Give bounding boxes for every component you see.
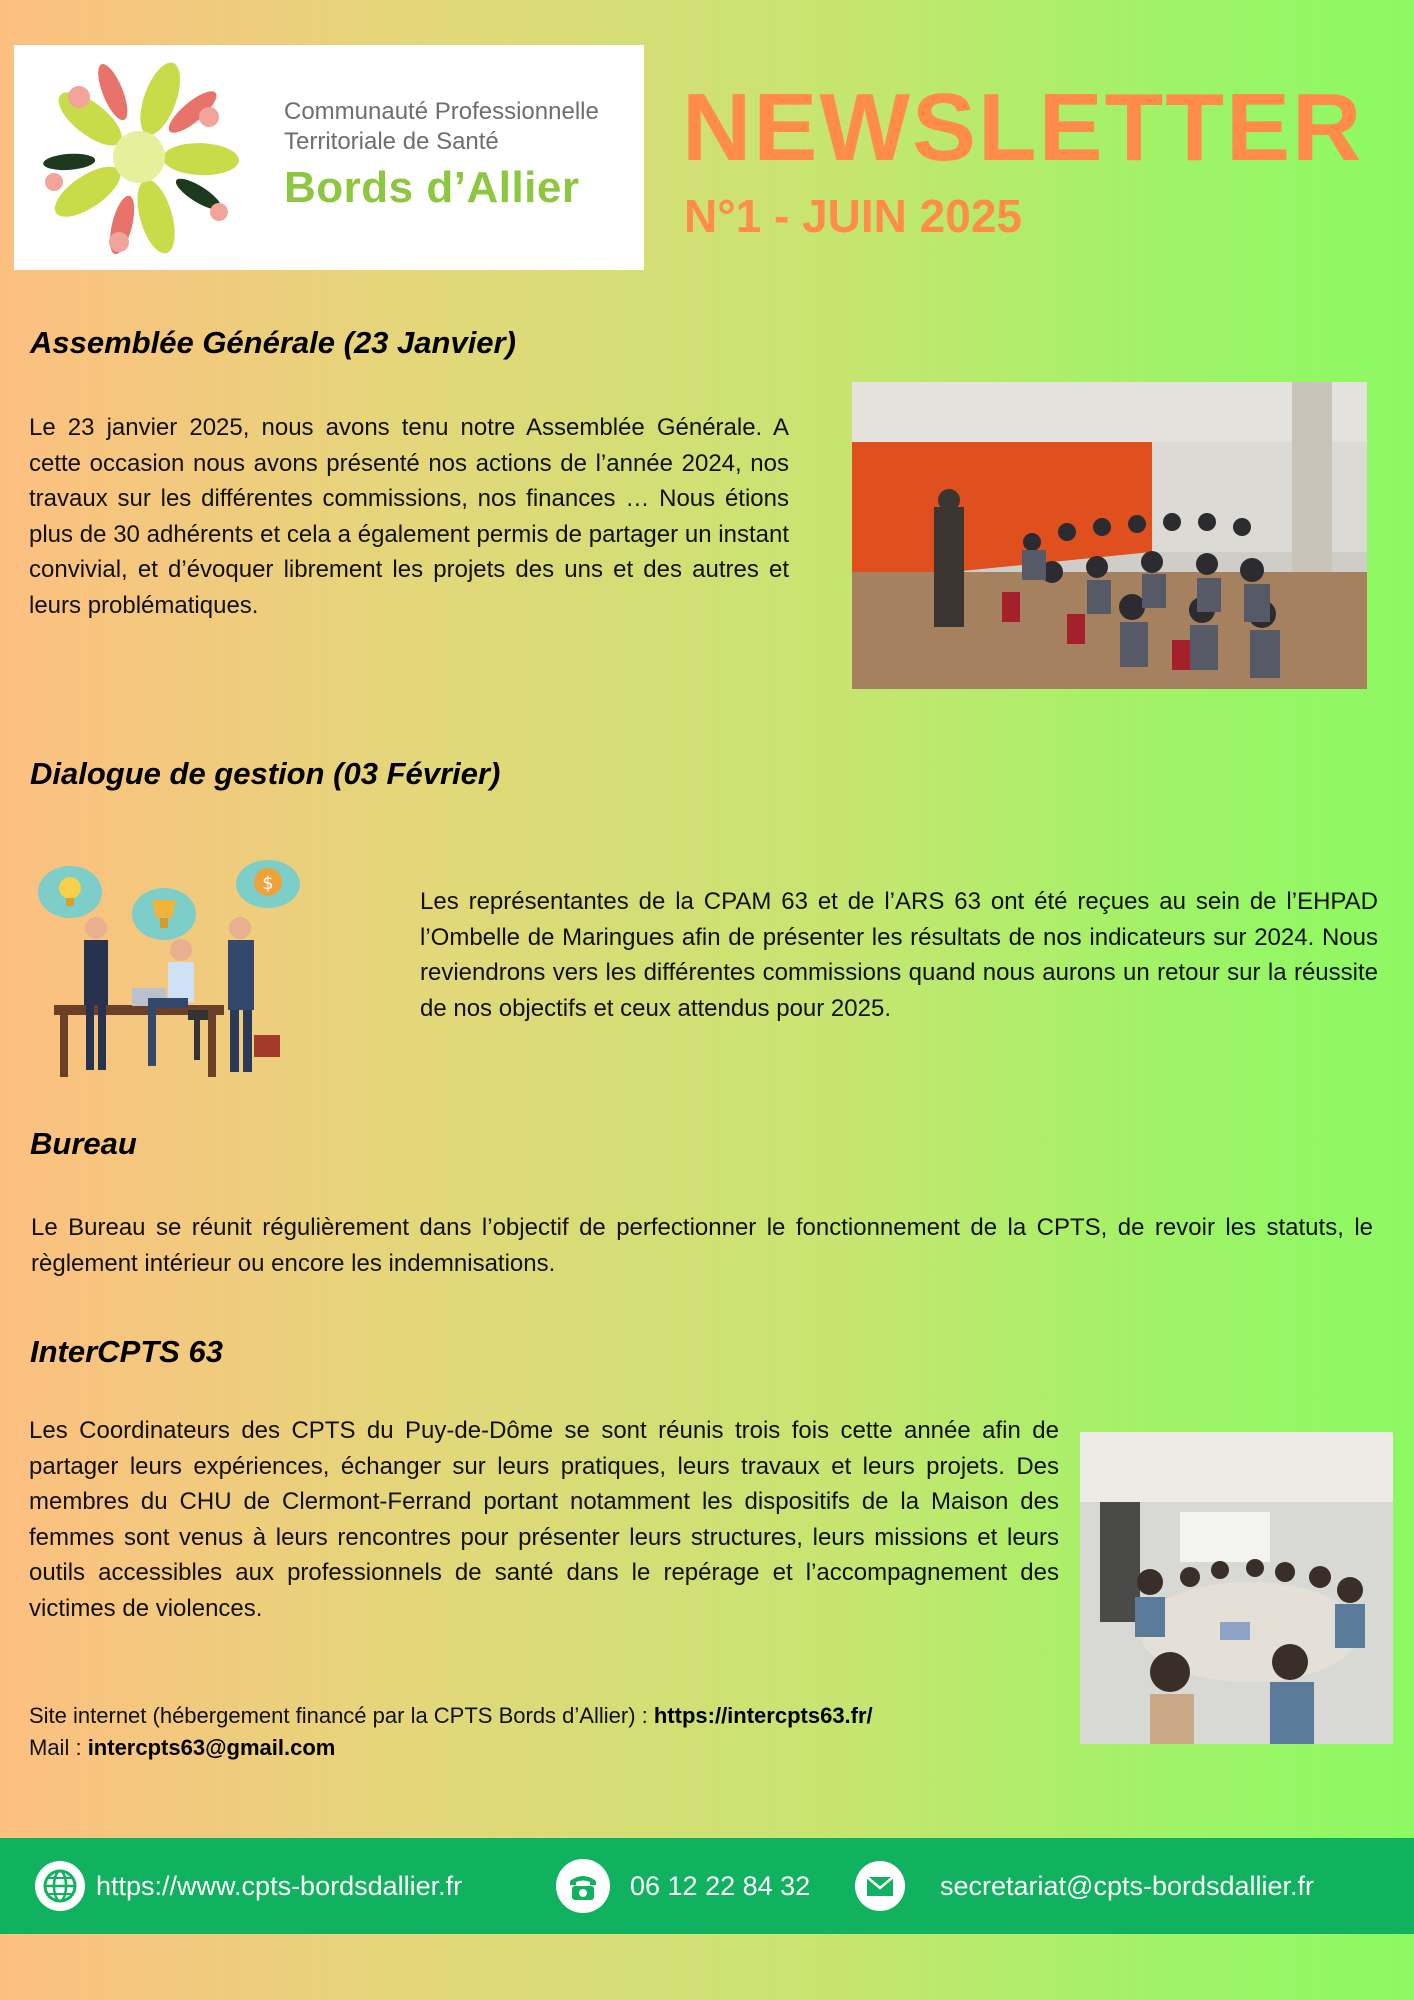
intercpts-site-link[interactable]: https://intercpts63.fr/	[653, 1703, 873, 1728]
dollar-coin-icon	[236, 860, 300, 908]
mail-icon	[855, 1861, 905, 1911]
newsletter-title: NEWSLETTER	[682, 74, 1364, 181]
org-name: Bords d’Allier	[284, 163, 580, 212]
footer-website[interactable]: https://www.cpts-bordsdallier.fr	[96, 1871, 463, 1901]
phone-icon	[556, 1859, 610, 1913]
section-title-ag: Assemblée Générale (23 Janvier)	[30, 325, 516, 360]
site-label: Site internet (hébergement financé par la CPTS Bords d’Allier) :	[29, 1703, 654, 1728]
section-title-bureau: Bureau	[30, 1126, 137, 1161]
footer-email[interactable]: secretariat@cpts-bordsdallier.fr	[940, 1871, 1315, 1901]
logo-panel	[14, 45, 644, 270]
section-text-dialogue: Les représentantes de la CPAM 63 et de l’ARS 63 ont été reçues au sein de l’EHPAD l’Ombelle de Maringues afin de présenter les résultats de nos indicateurs sur 2024. Nous reviendrons vers les différentes commissions quand nous aurons un retour sur la réussite de nos objectifs et ceux attendus pour 2025.	[420, 888, 1378, 1022]
globe-icon	[35, 1861, 85, 1911]
business-meeting-illustration	[28, 860, 308, 1085]
intercpts-contact	[29, 1700, 873, 1764]
intercpts-meeting-photo	[1080, 1432, 1393, 1744]
section-text-ag: Le 23 janvier 2025, nous avons tenu notre Assemblée Générale. A cette occasion nous avons présenté nos actions de l’année 2024, nos travaux sur les différentes commissions, nos finances … Nous étions plus de 30 adhérents et cela a également permis de partager un instant convivial, et d’évoquer librement les projets des uns et des autres et leurs problématiques.	[29, 414, 789, 619]
intercpts-mail-link[interactable]: intercpts63@gmail.com	[87, 1735, 336, 1760]
section-title-dialogue: Dialogue de gestion (03 Février)	[30, 756, 501, 791]
trophy-icon	[132, 888, 196, 940]
assembly-photo	[852, 382, 1367, 689]
lightbulb-icon	[38, 866, 102, 918]
section-text-bureau: Le Bureau se réunit régulièrement dans l’objectif de perfectionner le fonctionnement de la CPTS, de revoir les statuts, le règlement intérieur ou encore les indemnisations.	[31, 1214, 1373, 1277]
org-line-2: Territoriale de Santé	[284, 128, 499, 155]
intercpts-site-line	[29, 1700, 873, 1732]
section-title-intercpts: InterCPTS 63	[30, 1334, 223, 1369]
svg-text:$: $	[262, 873, 274, 894]
footer-phone[interactable]: 06 12 22 84 32	[630, 1871, 811, 1901]
section-text-intercpts: Les Coordinateurs des CPTS du Puy-de-Dôme se sont réunis trois fois cette année afin de partager leurs expériences, échanger sur leurs pratiques, leurs travaux et leurs projets. Des membres du CHU de Clermont-Ferrand portant notamment les dispositifs de la Maison des femmes sont venus à leurs rencontres pour présenter leurs structures, leurs missions et leurs outils accessibles aux professionnels de santé dans le repérage et l’accompagnement des victimes de violences.	[29, 1417, 1059, 1622]
mail-label: Mail :	[29, 1735, 88, 1760]
intercpts-mail-line	[29, 1732, 873, 1764]
issue-number: N°1 - JUIN 2025	[684, 190, 1022, 242]
footer-bar	[0, 1838, 1414, 1934]
org-line-1: Communauté Professionnelle	[284, 98, 599, 125]
cpts-logo-icon	[22, 49, 257, 264]
logo-text	[284, 97, 599, 213]
